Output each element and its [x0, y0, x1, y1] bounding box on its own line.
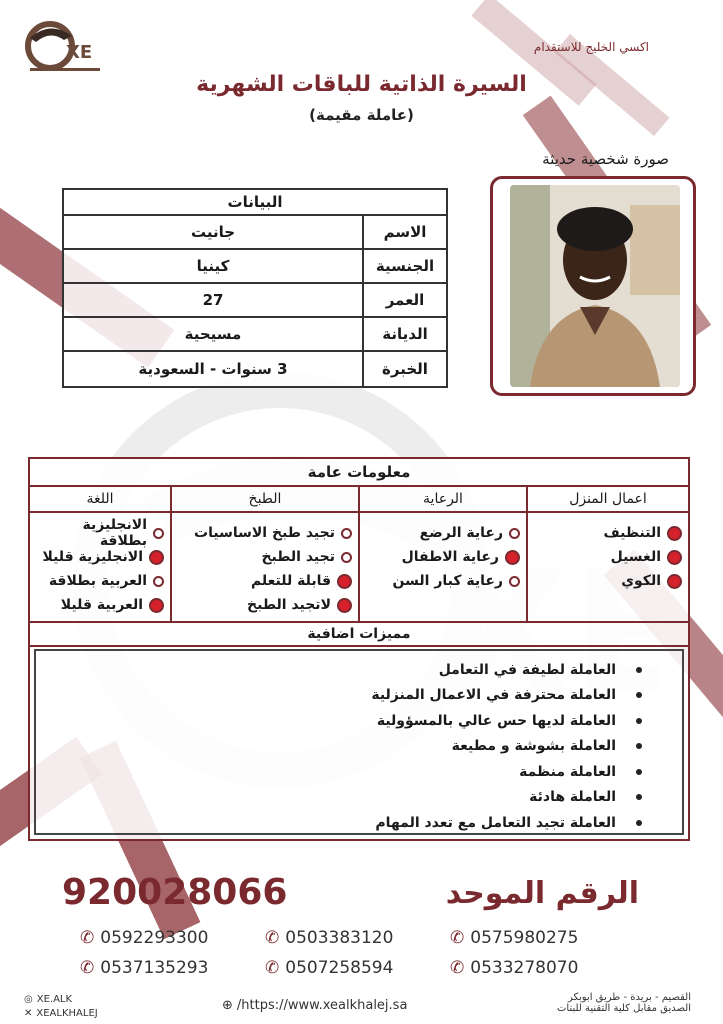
checklist-item-label: تجيد طبخ الاساسيات: [194, 525, 335, 541]
bullet-icon: [636, 794, 642, 800]
checklist-item: [36, 517, 164, 549]
bullet-icon: [636, 743, 642, 749]
feature-item: [36, 657, 642, 683]
phone-number[interactable]: ✆ 0503383120: [265, 928, 394, 948]
profile-label: الاسم: [362, 216, 446, 248]
social-handle[interactable]: XE.ALK: [36, 993, 73, 1005]
unchecked-dot-icon: [153, 528, 164, 539]
profile-value: كينيا: [196, 257, 230, 275]
feature-text: العاملة لديها حس عالي بالمسؤولية: [376, 712, 616, 729]
checked-dot-icon: [337, 574, 352, 589]
bullet-icon: [636, 769, 642, 775]
feature-item: [36, 785, 642, 811]
checklist-item: [366, 545, 520, 569]
general-info-panel: [28, 457, 690, 841]
phone-icon: ✆: [265, 958, 280, 978]
website-link[interactable]: ⊕ /https://www.xealkhalej.sa: [222, 998, 408, 1013]
brand-tagline: اكسي الخليج للاستقدام: [533, 40, 649, 54]
feature-item: [36, 810, 642, 836]
checklist-item-label: التنظيف: [603, 525, 661, 541]
column-title: الطبخ: [172, 487, 358, 513]
page-title: السيرة الذاتية للباقات الشهرية: [196, 72, 527, 97]
svg-text:XE: XE: [66, 42, 93, 63]
checklist-item-label: رعاية الاطفال: [401, 549, 499, 565]
social-handle[interactable]: XEALKHALEJ: [36, 1007, 98, 1019]
checklist-item-label: لاتجيد الطبخ: [247, 597, 331, 613]
profile-table: [62, 188, 448, 388]
bullet-icon: [636, 667, 642, 673]
checked-dot-icon: [505, 550, 520, 565]
features-list: [34, 649, 684, 835]
features-heading: مميزات اضافية: [30, 621, 688, 647]
profile-heading: البيانات: [64, 190, 446, 216]
profile-row-name: [64, 216, 446, 250]
bullet-icon: [636, 820, 642, 826]
checklist-item: [36, 569, 164, 593]
checklist-item: [534, 569, 682, 593]
instagram-icon[interactable]: ◎: [24, 993, 33, 1005]
checked-dot-icon: [149, 598, 164, 613]
photo-label: صورة شخصية حديثة: [542, 150, 669, 168]
checklist-item: [36, 593, 164, 617]
phone-icon: ✆: [450, 958, 465, 978]
address: [557, 992, 691, 1014]
checklist-item-label: العربية قليلا: [60, 597, 143, 613]
profile-value: جانيت: [190, 223, 236, 241]
feature-text: العاملة بشوشة و مطيعة: [451, 738, 616, 755]
feature-text: العاملة لطيفة في التعامل: [438, 661, 616, 678]
feature-item: [36, 708, 642, 734]
phone-number[interactable]: ✆ 0537135293: [80, 958, 209, 978]
column-housework: [526, 487, 688, 621]
checklist-item-label: الكوي: [621, 573, 661, 589]
social-handles: [24, 992, 98, 1020]
address-line: القصيم - بريدة - طريق ابوبكر: [567, 992, 691, 1003]
worker-photo: [510, 185, 680, 387]
bullet-icon: [636, 692, 642, 698]
unified-number-label: الرقم الموحد: [445, 876, 639, 911]
column-care: [358, 487, 526, 621]
feature-text: العاملة محترفة في الاعمال المنزلية: [371, 687, 616, 704]
phone-icon: ✆: [80, 958, 95, 978]
phone-icon: ✆: [80, 928, 95, 948]
unchecked-dot-icon: [509, 528, 520, 539]
checklist-item: [178, 569, 352, 593]
profile-row-age: [64, 284, 446, 318]
checklist-item: [178, 593, 352, 617]
unchecked-dot-icon: [509, 576, 520, 587]
checklist-item: [534, 521, 682, 545]
feature-item: [36, 683, 642, 709]
checklist-item: [366, 569, 520, 593]
feature-text: العاملة هادئة: [529, 789, 616, 806]
brand-logo: [20, 16, 110, 74]
general-heading: معلومات عامة: [30, 459, 688, 487]
feature-item: [36, 734, 642, 760]
profile-value: 27: [202, 291, 224, 309]
unchecked-dot-icon: [341, 552, 352, 563]
address-line: الصديق مقابل كلية التقنية للبنات: [556, 1003, 691, 1014]
unchecked-dot-icon: [153, 576, 164, 587]
feature-item: [36, 759, 642, 785]
column-title: الرعاية: [360, 487, 526, 513]
checklist-item: [178, 545, 352, 569]
twitter-icon[interactable]: ✕: [24, 1007, 33, 1019]
page-subtitle: (عاملة مقيمة): [309, 106, 414, 124]
phone-number[interactable]: ✆ 0507258594: [265, 958, 394, 978]
profile-label: الجنسية: [362, 250, 446, 282]
feature-text: العاملة منظمة: [519, 763, 616, 780]
checklist-item-label: الانجليزية بطلاقة: [82, 517, 147, 549]
column-title: اعمال المنزل: [528, 487, 688, 513]
checked-dot-icon: [337, 598, 352, 613]
checklist-item-label: العربية بطلاقة: [48, 573, 147, 589]
phone-number[interactable]: ✆ 0533278070: [450, 958, 579, 978]
checked-dot-icon: [667, 574, 682, 589]
profile-label: العمر: [362, 284, 446, 316]
checklist-item-label: رعاية الرضع: [419, 525, 503, 541]
phone-number[interactable]: ✆ 0592293300: [80, 928, 209, 948]
profile-value: 3 سنوات - السعودية: [138, 360, 288, 378]
column-language: [30, 487, 170, 621]
bullet-icon: [636, 718, 642, 724]
profile-label: الخبرة: [362, 352, 446, 386]
checklist-item: [366, 521, 520, 545]
profile-row-experience: [64, 352, 446, 386]
unchecked-dot-icon: [341, 528, 352, 539]
unified-number[interactable]: 920028066: [62, 872, 288, 913]
feature-text: العاملة تجيد التعامل مع تعدد المهام: [375, 814, 616, 831]
checked-dot-icon: [667, 526, 682, 541]
phone-icon: ✆: [265, 928, 280, 948]
checklist-item: [534, 545, 682, 569]
column-title: اللغة: [30, 487, 170, 513]
column-cooking: [170, 487, 358, 621]
checklist-item-label: رعاية كبار السن: [392, 573, 503, 589]
checklist-item-label: تجيد الطبخ: [261, 549, 335, 565]
profile-row-religion: [64, 318, 446, 352]
checked-dot-icon: [149, 550, 164, 565]
checklist-item-label: الغسيل: [610, 549, 661, 565]
checked-dot-icon: [667, 550, 682, 565]
profile-value: مسيحية: [184, 325, 242, 343]
checklist-item-label: قابلة للتعلم: [250, 573, 331, 589]
profile-row-nationality: [64, 250, 446, 284]
checklist-item: [178, 521, 352, 545]
phone-number[interactable]: ✆ 0575980275: [450, 928, 579, 948]
checklist-item-label: الانجليزية قليلا: [42, 549, 143, 565]
globe-icon: ⊕: [222, 998, 233, 1013]
profile-label: الديانة: [362, 318, 446, 350]
phone-icon: ✆: [450, 928, 465, 948]
